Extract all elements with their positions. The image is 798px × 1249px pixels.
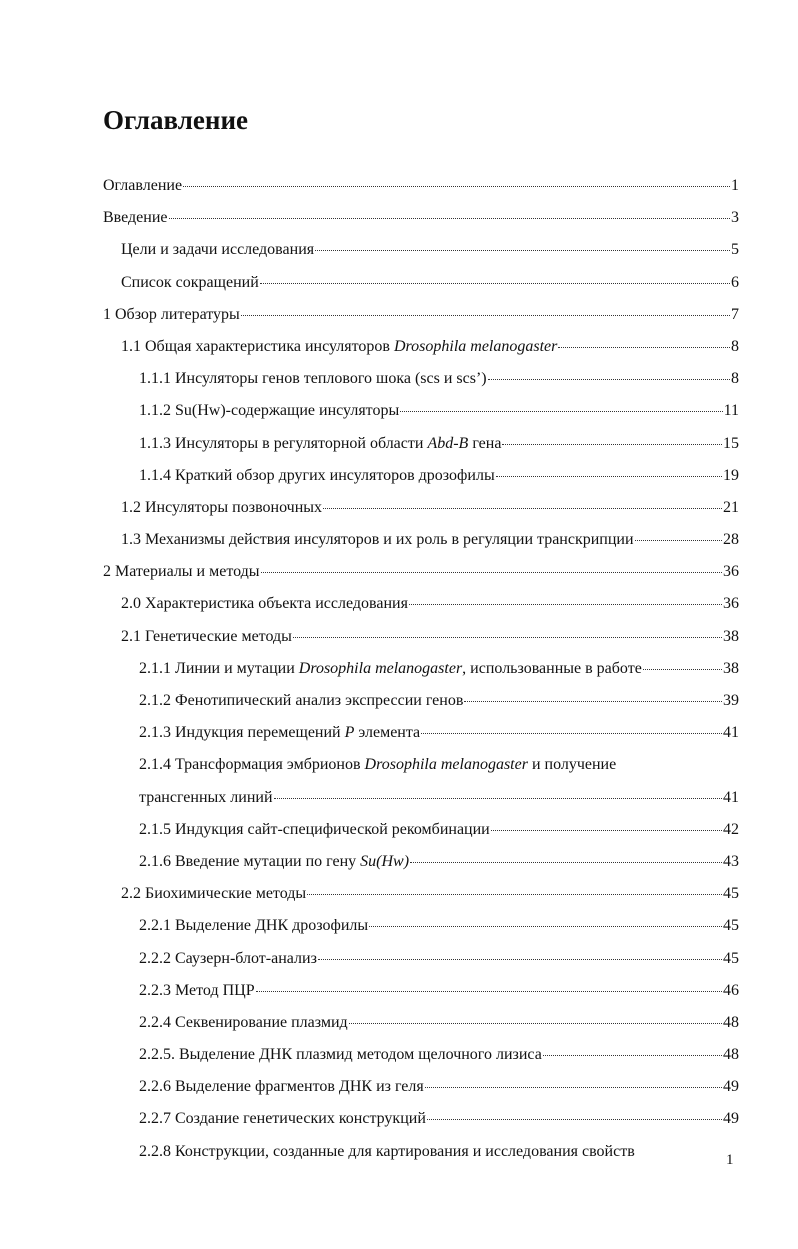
toc-entry[interactable] xyxy=(103,846,739,878)
toc-page-number: 48 xyxy=(723,1046,739,1064)
toc-entry[interactable] xyxy=(103,1103,739,1135)
toc-leader xyxy=(643,669,722,670)
toc-entry-title: 2.2.7 Создание генетических конструкций xyxy=(139,1110,426,1128)
toc-entry[interactable] xyxy=(103,1071,739,1103)
species-name: Drosophila melanogaster xyxy=(393,337,558,355)
toc-leader xyxy=(410,862,722,863)
toc-leader xyxy=(260,283,730,284)
toc-entry[interactable] xyxy=(103,621,739,653)
species-name: Drosophila melanogaster xyxy=(298,659,463,677)
toc-entry-title: Оглавление xyxy=(103,177,183,194)
toc-entry-title: Цели и задачи исследования xyxy=(121,241,315,259)
toc-leader xyxy=(421,733,722,734)
toc-leader xyxy=(318,959,722,960)
toc-page-number: 6 xyxy=(731,273,739,291)
toc-leader xyxy=(293,637,722,638)
toc-page-number: 49 xyxy=(723,1110,739,1128)
toc-leader xyxy=(241,315,730,316)
toc-entry[interactable] xyxy=(103,299,739,331)
page-number: 1 xyxy=(726,1152,734,1168)
toc-page-number: 38 xyxy=(723,627,739,645)
toc-entry-title: 1 Обзор литературы xyxy=(103,305,240,323)
toc-page-number: 48 xyxy=(723,1013,739,1031)
toc-leader xyxy=(427,1119,722,1120)
toc-entry[interactable] xyxy=(103,202,739,234)
toc-entry[interactable] xyxy=(103,395,739,427)
toc-page-number: 36 xyxy=(723,563,739,581)
toc-leader xyxy=(349,1023,722,1024)
toc-page-number: 46 xyxy=(723,981,739,999)
toc-entry[interactable] xyxy=(103,910,739,942)
toc-entry[interactable] xyxy=(103,363,739,395)
toc-page-number: 41 xyxy=(723,724,739,742)
gene-name: Su(Hw) xyxy=(360,852,410,870)
toc-leader xyxy=(488,379,730,380)
toc-entry[interactable] xyxy=(103,460,739,492)
toc-entry-title: 2 Материалы и методы xyxy=(103,563,260,581)
toc-leader xyxy=(169,218,731,219)
toc-leader xyxy=(502,444,722,445)
toc-entry[interactable] xyxy=(103,878,739,910)
toc-entry-title: 1.1.3 Инсуляторы в регуляторной области Abd-B гена xyxy=(139,434,502,452)
toc-entry-title: 1.2 Инсуляторы позвоночных xyxy=(121,498,323,516)
toc-page-number: 45 xyxy=(723,885,739,903)
toc-leader xyxy=(558,347,730,348)
toc-entry-title: 2.2 Биохимические методы xyxy=(121,885,307,903)
gene-name: Abd-B xyxy=(427,434,469,452)
toc-page-number: 1 xyxy=(731,177,739,194)
toc-leader xyxy=(274,798,722,799)
toc-leader xyxy=(307,894,722,895)
species-name: Drosophila melanogaster xyxy=(364,756,528,774)
toc-leader xyxy=(315,250,730,251)
toc-entry-title: 2.2.6 Выделение фрагментов ДНК из геля xyxy=(139,1078,424,1096)
toc-page-number: 8 xyxy=(731,337,739,355)
toc-entry-title: Введение xyxy=(103,209,168,227)
toc-entry-title: 2.2.5. Выделение ДНК плазмид методом щелочного лизиса xyxy=(139,1046,542,1064)
toc-entry-title: 2.2.1 Выделение ДНК дрозофилы xyxy=(139,917,369,935)
toc-page-number: 7 xyxy=(731,305,739,323)
toc-page-number: 38 xyxy=(723,659,739,677)
toc-leader xyxy=(183,186,730,187)
toc-page-number: 21 xyxy=(723,498,739,516)
table-of-contents xyxy=(103,170,739,1168)
toc-page-number: 3 xyxy=(731,209,739,227)
toc-page-number: 49 xyxy=(723,1078,739,1096)
toc-entry[interactable] xyxy=(103,975,739,1007)
toc-entry[interactable] xyxy=(103,524,739,556)
toc-entry-title: 2.2.8 Конструкции, созданные для картирования и исследования свойств xyxy=(139,1142,635,1160)
toc-leader xyxy=(261,572,722,573)
toc-entry[interactable] xyxy=(103,717,739,749)
toc-entry-title: 1.1 Общая характеристика инсуляторов Drosophila melanogaster xyxy=(121,337,558,355)
page-title: Оглавление xyxy=(103,105,248,135)
toc-page-number: 45 xyxy=(723,917,739,935)
toc-entry[interactable] xyxy=(103,234,739,266)
toc-page-number: 28 xyxy=(723,531,739,549)
toc-page-number: 19 xyxy=(723,466,739,484)
toc-entry[interactable] xyxy=(103,1039,739,1071)
toc-entry[interactable] xyxy=(103,1136,739,1168)
toc-entry-title-line2: трансгенных линий 41 xyxy=(139,782,739,814)
toc-leader xyxy=(409,604,722,605)
toc-entry-title: 1.3 Механизмы действия инсуляторов и их роль в регуляции транскрипции xyxy=(121,531,634,549)
toc-entry[interactable] xyxy=(103,653,739,685)
toc-leader xyxy=(491,830,722,831)
toc-entry[interactable] xyxy=(103,267,739,299)
toc-page-number: 43 xyxy=(723,852,739,870)
toc-leader xyxy=(543,1055,722,1056)
toc-leader xyxy=(400,411,722,412)
toc-entry-title: 2.2.2 Саузерн-блот-анализ xyxy=(139,949,317,967)
toc-page-number: 41 xyxy=(723,788,739,806)
toc-leader xyxy=(323,508,722,509)
toc-entry[interactable] xyxy=(103,331,739,363)
toc-page-number: 36 xyxy=(723,595,739,613)
toc-page-number: 5 xyxy=(731,241,739,259)
toc-leader xyxy=(464,701,722,702)
toc-entry-title: 2.1.6 Введение мутации по гену Su(Hw) xyxy=(139,852,410,870)
toc-leader xyxy=(635,540,722,541)
toc-entry[interactable] xyxy=(103,556,739,588)
toc-page-number: 8 xyxy=(731,370,739,388)
toc-entry-title: 2.1.2 Фенотипический анализ экспрессии генов xyxy=(139,692,464,709)
toc-entry[interactable] xyxy=(103,428,739,460)
toc-leader xyxy=(425,1087,722,1088)
toc-entry-title: Список сокращений xyxy=(121,273,259,291)
toc-entry-title: 1.1.4 Краткий обзор других инсуляторов дрозофилы xyxy=(139,466,495,484)
toc-entry-title: 2.1 Генетические методы xyxy=(121,627,292,645)
toc-entry-title-line1: 2.1.4 Трансформация эмбрионов Drosophila melanogaster и получение xyxy=(139,756,617,774)
toc-page-number: 45 xyxy=(723,949,739,967)
toc-entry[interactable] xyxy=(103,943,739,975)
toc-entry[interactable] xyxy=(103,685,739,717)
toc-entry[interactable] xyxy=(103,749,739,813)
element-name: P xyxy=(344,724,355,742)
toc-page-number: 15 xyxy=(723,434,739,452)
toc-page-number: 39 xyxy=(723,692,739,709)
toc-page-number: 42 xyxy=(723,820,739,838)
toc-entry-title: 2.2.4 Секвенирование плазмид xyxy=(139,1013,348,1031)
toc-entry-title: 2.1.1 Линии и мутации Drosophila melanogaster, использованные в работе xyxy=(139,659,642,677)
toc-entry-title: 2.0 Характеристика объекта исследования xyxy=(121,595,408,613)
toc-leader xyxy=(369,926,722,927)
toc-entry[interactable] xyxy=(103,492,739,524)
toc-entry[interactable] xyxy=(103,1007,739,1039)
toc-entry-title: 1.1.2 Su(Hw)-содержащие инсуляторы xyxy=(139,402,400,420)
toc-entry-title: 2.1.3 Индукция перемещений P элемента xyxy=(139,724,421,742)
toc-page-number: 11 xyxy=(723,402,739,420)
toc-entry[interactable] xyxy=(103,170,739,202)
toc-entry-title: 2.2.3 Метод ПЦР xyxy=(139,981,255,999)
toc-entry[interactable] xyxy=(103,814,739,846)
toc-leader xyxy=(496,476,722,477)
toc-entry-title: 1.1.1 Инсуляторы генов теплового шока (scs и scs’) xyxy=(139,370,487,388)
toc-entry-title: 2.1.5 Индукция сайт-специфической рекомбинации xyxy=(139,820,490,838)
toc-entry[interactable] xyxy=(103,588,739,620)
toc-leader xyxy=(256,991,722,992)
